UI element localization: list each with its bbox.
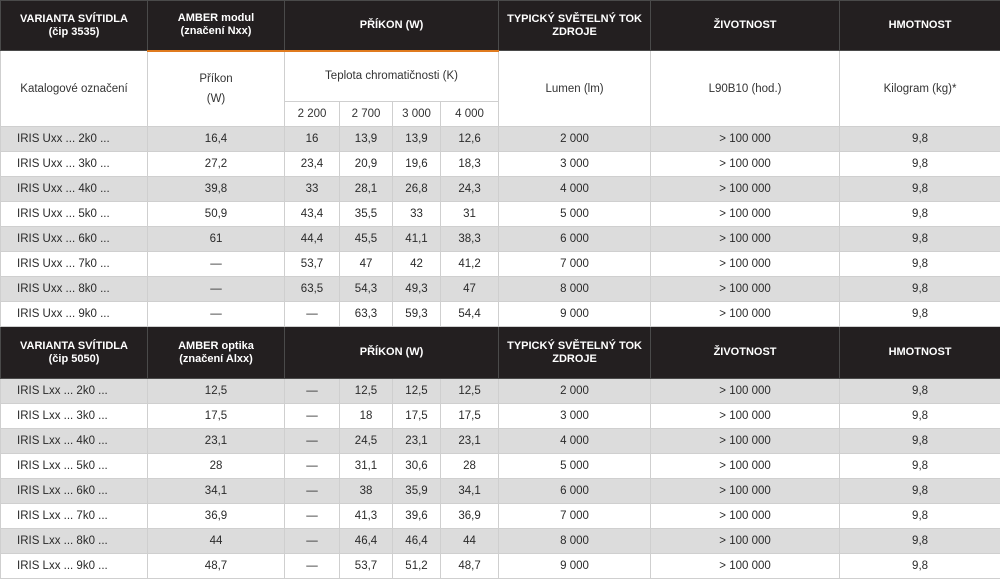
value-cell: > 100 000: [651, 202, 840, 227]
value-cell: 9,8: [840, 454, 1000, 479]
value-cell: 9,8: [840, 227, 1000, 252]
value-cell: > 100 000: [651, 454, 840, 479]
value-cell: 63,5: [285, 277, 340, 302]
value-cell: > 100 000: [651, 404, 840, 429]
value-cell: 4 000: [499, 177, 651, 202]
value-cell: 50,9: [148, 202, 285, 227]
catalog-cell: IRIS Uxx ... 9k0 ...: [1, 302, 148, 327]
value-cell: —: [285, 554, 340, 579]
value-cell: 26,8: [393, 177, 441, 202]
value-cell: 9 000: [499, 554, 651, 579]
value-cell: 43,4: [285, 202, 340, 227]
value-cell: 9,8: [840, 554, 1000, 579]
value-cell: —: [285, 529, 340, 554]
catalog-cell: IRIS Lxx ... 8k0 ...: [1, 529, 148, 554]
value-cell: 42: [393, 252, 441, 277]
value-cell: 44,4: [285, 227, 340, 252]
value-cell: 17,5: [441, 404, 499, 429]
table-row: [1, 252, 1000, 277]
value-cell: > 100 000: [651, 554, 840, 579]
table-row: [1, 529, 1000, 554]
value-cell: —: [148, 277, 285, 302]
value-cell: > 100 000: [651, 152, 840, 177]
catalog-cell: IRIS Uxx ... 8k0 ...: [1, 277, 148, 302]
value-cell: > 100 000: [651, 302, 840, 327]
value-cell: 59,3: [393, 302, 441, 327]
catalog-cell: IRIS Uxx ... 3k0 ...: [1, 152, 148, 177]
value-cell: 47: [340, 252, 393, 277]
value-cell: 31,1: [340, 454, 393, 479]
table-row: [1, 454, 1000, 479]
power-header-2: PŘÍKON (W): [285, 327, 499, 379]
temp-4000: 4 000: [441, 102, 499, 127]
value-cell: 18: [340, 404, 393, 429]
subheader-row: [1, 51, 1000, 102]
table-row: [1, 379, 1000, 404]
value-cell: 31: [441, 202, 499, 227]
value-cell: 13,9: [340, 127, 393, 152]
value-cell: 9,8: [840, 127, 1000, 152]
value-cell: 51,2: [393, 554, 441, 579]
value-cell: 3 000: [499, 152, 651, 177]
value-cell: —: [285, 404, 340, 429]
flux-header-2: TYPICKÝ SVĚTELNÝ TOK ZDROJE: [499, 327, 651, 379]
weight-header: HMOTNOST: [840, 1, 1000, 51]
flux-header: TYPICKÝ SVĚTELNÝ TOK ZDROJE: [499, 1, 651, 51]
value-cell: 16,4: [148, 127, 285, 152]
temp-2700: 2 700: [340, 102, 393, 127]
value-cell: —: [285, 429, 340, 454]
power-header: PŘÍKON (W): [285, 1, 499, 51]
value-cell: 6 000: [499, 227, 651, 252]
value-cell: 5 000: [499, 202, 651, 227]
value-cell: > 100 000: [651, 504, 840, 529]
value-cell: 28,1: [340, 177, 393, 202]
value-cell: 36,9: [148, 504, 285, 529]
amber-header: AMBER modul (značení Nxx): [148, 1, 285, 51]
value-cell: 9,8: [840, 404, 1000, 429]
table-row: [1, 504, 1000, 529]
table-row: [1, 277, 1000, 302]
value-cell: 2 000: [499, 379, 651, 404]
value-cell: 23,1: [393, 429, 441, 454]
catalog-cell: IRIS Lxx ... 7k0 ...: [1, 504, 148, 529]
value-cell: 44: [441, 529, 499, 554]
catalog-cell: IRIS Uxx ... 5k0 ...: [1, 202, 148, 227]
value-cell: 27,2: [148, 152, 285, 177]
temp-2200: 2 200: [285, 102, 340, 127]
value-cell: 9,8: [840, 504, 1000, 529]
value-cell: 54,4: [441, 302, 499, 327]
value-cell: 9,8: [840, 277, 1000, 302]
lumen-label: Lumen (lm): [499, 51, 651, 127]
variant-header-2: VARIANTA SVÍTIDLA (čip 5050): [1, 327, 148, 379]
catalog-cell: IRIS Uxx ... 6k0 ...: [1, 227, 148, 252]
value-cell: > 100 000: [651, 379, 840, 404]
value-cell: 28: [441, 454, 499, 479]
value-cell: 54,3: [340, 277, 393, 302]
value-cell: > 100 000: [651, 429, 840, 454]
value-cell: 3 000: [499, 404, 651, 429]
value-cell: 38,3: [441, 227, 499, 252]
value-cell: > 100 000: [651, 127, 840, 152]
table-row: [1, 177, 1000, 202]
value-cell: 9,8: [840, 429, 1000, 454]
weight-header-2: HMOTNOST: [840, 327, 1000, 379]
value-cell: 45,5: [340, 227, 393, 252]
value-cell: 18,3: [441, 152, 499, 177]
value-cell: 9,8: [840, 302, 1000, 327]
value-cell: 38: [340, 479, 393, 504]
table-row: [1, 479, 1000, 504]
value-cell: 47: [441, 277, 499, 302]
value-cell: 61: [148, 227, 285, 252]
catalog-cell: IRIS Lxx ... 9k0 ...: [1, 554, 148, 579]
value-cell: —: [285, 302, 340, 327]
table-row: [1, 302, 1000, 327]
value-cell: 6 000: [499, 479, 651, 504]
value-cell: 12,5: [441, 379, 499, 404]
value-cell: 36,9: [441, 504, 499, 529]
value-cell: > 100 000: [651, 177, 840, 202]
table-row: [1, 404, 1000, 429]
weight-unit-label: Kilogram (kg)*: [840, 51, 1000, 127]
value-cell: 23,1: [148, 429, 285, 454]
value-cell: 28: [148, 454, 285, 479]
value-cell: 33: [393, 202, 441, 227]
value-cell: 46,4: [340, 529, 393, 554]
value-cell: > 100 000: [651, 252, 840, 277]
amber-header-2: AMBER optika (značení Alxx): [148, 327, 285, 379]
value-cell: 9,8: [840, 379, 1000, 404]
life-header-2: ŽIVOTNOST: [651, 327, 840, 379]
value-cell: 49,3: [393, 277, 441, 302]
value-cell: 19,6: [393, 152, 441, 177]
value-cell: —: [148, 252, 285, 277]
value-cell: 17,5: [148, 404, 285, 429]
value-cell: 53,7: [285, 252, 340, 277]
value-cell: 46,4: [393, 529, 441, 554]
temp-3000: 3 000: [393, 102, 441, 127]
value-cell: 34,1: [148, 479, 285, 504]
value-cell: 12,5: [340, 379, 393, 404]
value-cell: 44: [148, 529, 285, 554]
table-row: [1, 202, 1000, 227]
value-cell: —: [285, 379, 340, 404]
value-cell: 35,9: [393, 479, 441, 504]
value-cell: —: [285, 479, 340, 504]
power-unit-label: Příkon (W): [148, 51, 285, 127]
value-cell: —: [285, 504, 340, 529]
value-cell: 7 000: [499, 252, 651, 277]
catalog-cell: IRIS Lxx ... 3k0 ...: [1, 404, 148, 429]
value-cell: 39,6: [393, 504, 441, 529]
life-header: ŽIVOTNOST: [651, 1, 840, 51]
variant-header: VARIANTA SVÍTIDLA (čip 3535): [1, 1, 148, 51]
catalog-label: Katalogové označení: [1, 51, 148, 127]
value-cell: > 100 000: [651, 479, 840, 504]
catalog-cell: IRIS Lxx ... 4k0 ...: [1, 429, 148, 454]
value-cell: 12,5: [148, 379, 285, 404]
table-row: [1, 127, 1000, 152]
life-unit-label: L90B10 (hod.): [651, 51, 840, 127]
value-cell: 24,5: [340, 429, 393, 454]
catalog-cell: IRIS Lxx ... 6k0 ...: [1, 479, 148, 504]
value-cell: 23,1: [441, 429, 499, 454]
value-cell: —: [285, 454, 340, 479]
value-cell: 17,5: [393, 404, 441, 429]
value-cell: 8 000: [499, 277, 651, 302]
catalog-cell: IRIS Lxx ... 2k0 ...: [1, 379, 148, 404]
value-cell: 13,9: [393, 127, 441, 152]
value-cell: 9,8: [840, 479, 1000, 504]
value-cell: 24,3: [441, 177, 499, 202]
value-cell: 4 000: [499, 429, 651, 454]
catalog-cell: IRIS Lxx ... 5k0 ...: [1, 454, 148, 479]
value-cell: 5 000: [499, 454, 651, 479]
value-cell: > 100 000: [651, 529, 840, 554]
value-cell: 63,3: [340, 302, 393, 327]
header-row-2: [1, 327, 1000, 379]
value-cell: 9,8: [840, 177, 1000, 202]
table-row: [1, 429, 1000, 454]
value-cell: 30,6: [393, 454, 441, 479]
value-cell: 48,7: [441, 554, 499, 579]
value-cell: 2 000: [499, 127, 651, 152]
value-cell: 48,7: [148, 554, 285, 579]
value-cell: 9,8: [840, 529, 1000, 554]
value-cell: —: [148, 302, 285, 327]
header-row-1: [1, 1, 1000, 51]
table-row: [1, 554, 1000, 579]
value-cell: 35,5: [340, 202, 393, 227]
value-cell: 8 000: [499, 529, 651, 554]
value-cell: 16: [285, 127, 340, 152]
value-cell: 41,1: [393, 227, 441, 252]
value-cell: 41,3: [340, 504, 393, 529]
catalog-cell: IRIS Uxx ... 4k0 ...: [1, 177, 148, 202]
value-cell: 39,8: [148, 177, 285, 202]
value-cell: 9 000: [499, 302, 651, 327]
value-cell: 53,7: [340, 554, 393, 579]
value-cell: 7 000: [499, 504, 651, 529]
value-cell: 33: [285, 177, 340, 202]
value-cell: 9,8: [840, 252, 1000, 277]
table-row: [1, 227, 1000, 252]
value-cell: 12,5: [393, 379, 441, 404]
value-cell: 12,6: [441, 127, 499, 152]
value-cell: > 100 000: [651, 227, 840, 252]
value-cell: 9,8: [840, 202, 1000, 227]
value-cell: 20,9: [340, 152, 393, 177]
catalog-cell: IRIS Uxx ... 2k0 ...: [1, 127, 148, 152]
value-cell: > 100 000: [651, 277, 840, 302]
value-cell: 41,2: [441, 252, 499, 277]
catalog-cell: IRIS Uxx ... 7k0 ...: [1, 252, 148, 277]
color-temp-label: Teplota chromatičnosti (K): [285, 51, 499, 102]
value-cell: 34,1: [441, 479, 499, 504]
value-cell: 9,8: [840, 152, 1000, 177]
value-cell: 23,4: [285, 152, 340, 177]
table-row: [1, 152, 1000, 177]
